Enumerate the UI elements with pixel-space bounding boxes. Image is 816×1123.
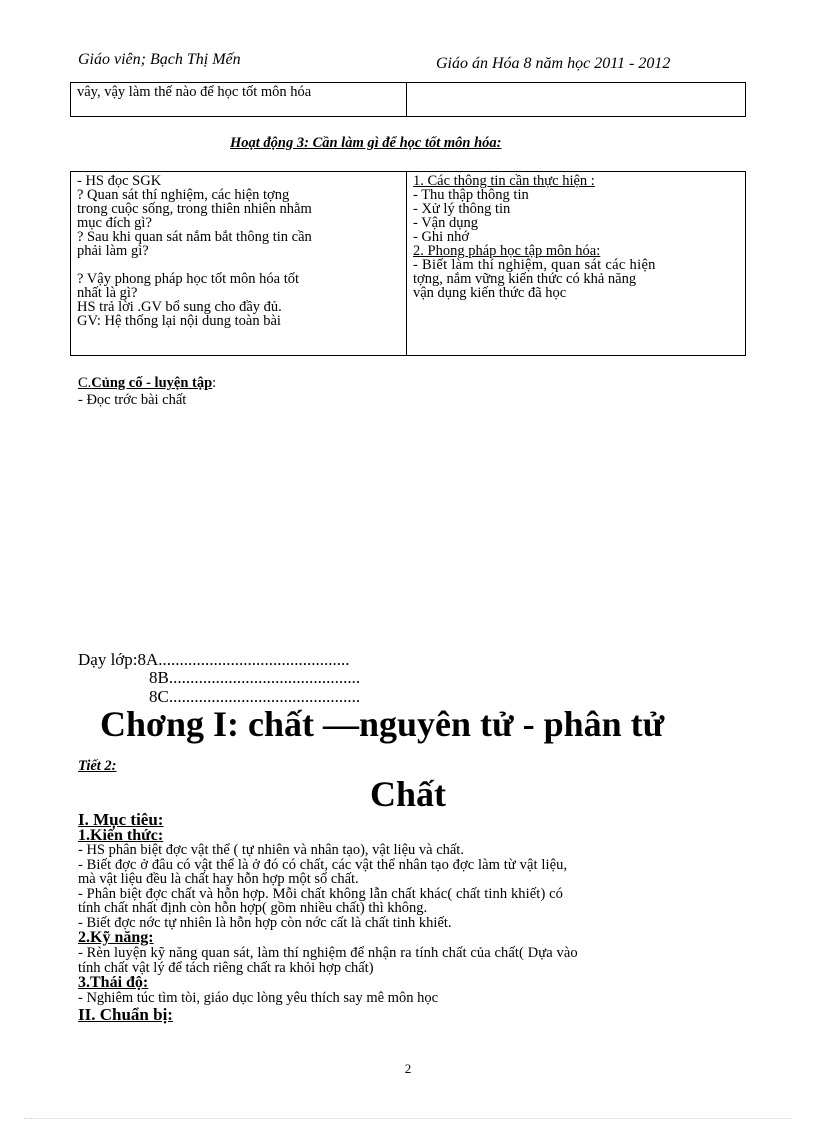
class-8a: 8A............................................. — [137, 650, 350, 669]
knowledge-heading: 1.Kiến thức: — [78, 827, 164, 844]
consolidation-title: Củng cố - luyện tập — [91, 375, 213, 391]
objectives-heading: I. Mục tiêu: — [78, 810, 164, 829]
left-line: mục đích gì? — [77, 215, 152, 231]
left-line: GV: Hệ thống lại nội dung toàn bài — [77, 313, 281, 329]
skills-heading: 2.Kỹ năng: — [78, 929, 154, 946]
right-heading: 1. Các thông tin cần thực hiện : — [413, 173, 595, 189]
right-line: - Vận dụng — [413, 215, 478, 231]
right-heading: 2. Phong pháp học tập môn hóa: — [413, 243, 601, 259]
top-table-left-cell: vây, vậy làm thế nào để học tốt môn hóa — [71, 83, 407, 117]
left-line: trong cuộc sống, trong thiên nhiên nhằm — [77, 201, 312, 217]
header-lesson-plan: Giáo án Hóa 8 năm học 2011 - 2012 — [436, 55, 671, 72]
lesson-number: Tiết 2: — [78, 758, 117, 774]
right-line: - Xử lý thông tin — [413, 201, 511, 217]
left-line: phải làm gì? — [77, 243, 149, 259]
left-line: HS trả lời .GV bổ sung cho đầy đủ. — [77, 299, 282, 315]
chapter-title: Chơng I: chất —nguyên tử - phân tử — [100, 704, 665, 744]
classes-row-8a — [78, 651, 350, 668]
knowledge-line: - Biết đợc nớc tự nhiên là hỗn hợp còn nớc cất là chất tinh khiết. — [78, 914, 452, 931]
right-line: - Ghi nhớ — [413, 229, 469, 245]
top-table — [70, 82, 746, 117]
activity3-title: Hoạt động 3: Cần làm gì để học tốt môn hóa: — [230, 135, 502, 151]
right-line: vận dụng kiến thức đã học — [413, 285, 567, 301]
consolidation-suffix: : — [212, 375, 217, 391]
knowledge-line: tính chất nhất định còn hỗn hợp( gồm nhiều chất) thì không. — [78, 900, 428, 916]
consolidation-heading — [78, 376, 216, 391]
lesson-title: Chất — [369, 774, 446, 814]
knowledge-line: - Phân biệt đợc chất và hỗn hợp. Mỗi chất không lẫn chất khác( chất tinh khiết) có — [78, 885, 563, 902]
knowledge-line: - HS phân biệt đợc vật thể ( tự nhiên và nhân tạo), vật liệu và chất. — [78, 842, 464, 858]
skills-line: tính chất vật lý để tách riêng chất ra khỏi hợp chất) — [78, 959, 374, 976]
left-line: nhất là gì? — [77, 285, 138, 301]
consolidation-prefix: C. — [78, 375, 92, 391]
preparation-heading: II. Chuẩn bị: — [78, 1004, 173, 1024]
attitude-line: - Nghiêm túc tìm tòi, giáo dục lòng yêu thích say mê môn học — [78, 990, 439, 1006]
left-line-blank — [77, 258, 400, 272]
left-line: ? Quan sát thí nghiệm, các hiện tợng — [77, 187, 290, 203]
activity3-table — [70, 171, 746, 356]
attitude-heading: 3.Thái độ: — [78, 974, 149, 991]
header-teacher: Giáo viên; Bạch Thị Mến — [78, 51, 241, 68]
consolidation-line: - Đọc trớc bài chất — [78, 392, 187, 408]
left-line: ? Sau khi quan sát nắm bắt thông tin cần — [77, 229, 312, 245]
page-bottom-divider — [24, 1118, 792, 1119]
left-line: ? Vậy phong pháp học tốt môn hóa tốt — [77, 271, 300, 287]
top-table-right-cell — [407, 83, 746, 117]
left-line: - HS đọc SGK — [77, 173, 162, 189]
activity3-right-cell — [407, 172, 746, 356]
knowledge-line: mà vật liệu đều là chất hay hỗn hợp một số chất. — [78, 871, 359, 887]
right-line: tợng, nắm vững kiến thức có khả năng — [413, 271, 637, 287]
class-8c: 8C............................................. — [149, 687, 361, 706]
knowledge-line: - Biết đợc ở đâu có vật thể là ở đó có chất, các vật thể nhân tạo đợc làm từ vật liệu, — [78, 856, 568, 873]
page-number: 2 — [404, 1061, 412, 1076]
right-line: - Biết làm thí nghiệm, quan sát các hiện — [413, 257, 656, 273]
activity3-left-cell — [71, 172, 407, 356]
objectives-section — [78, 812, 748, 1023]
class-8b: 8B............................................. — [149, 668, 361, 687]
skills-line: - Rèn luyện kỹ năng quan sát, làm thí nghiệm để nhận ra tính chất của chất( Dựa vào — [78, 945, 578, 961]
classes-label: Dạy lớp: — [78, 650, 138, 669]
right-line: - Thu thập thông tin — [413, 187, 529, 203]
